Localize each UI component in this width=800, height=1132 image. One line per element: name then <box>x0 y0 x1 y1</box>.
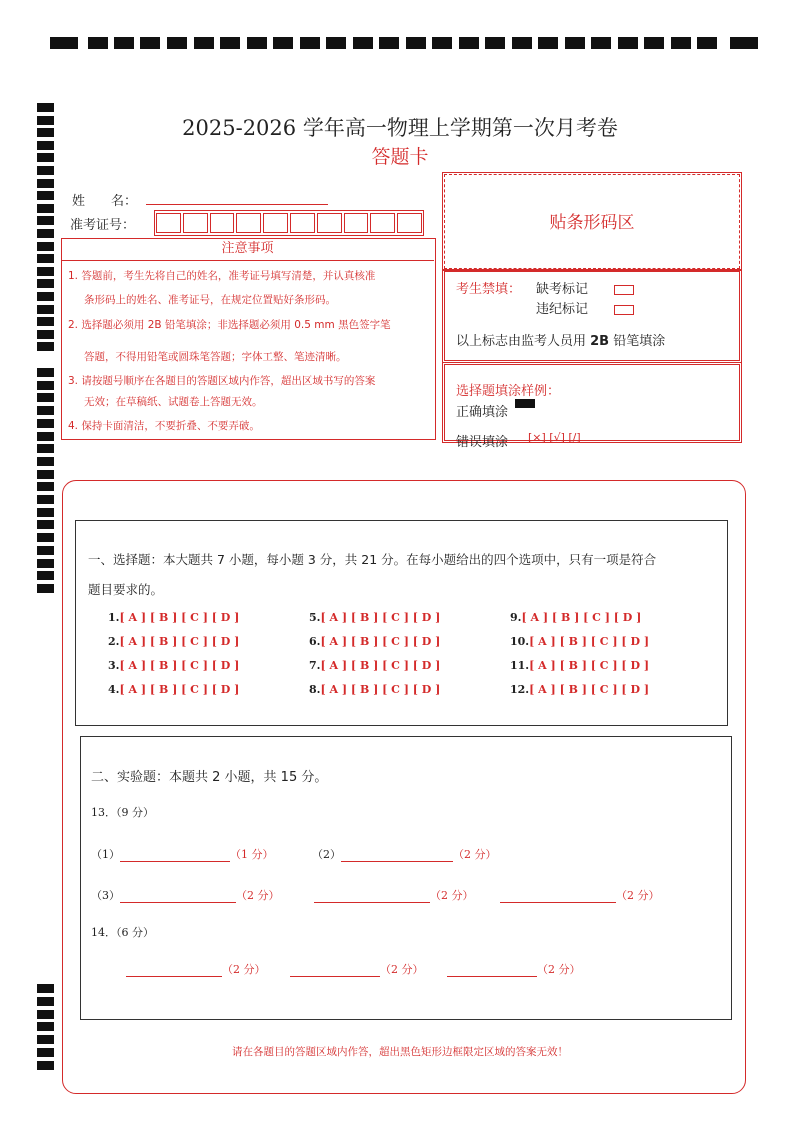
timing-mark <box>485 37 505 49</box>
notice-line-4: 答题，不得用铅笔或圆珠笔答题；字体工整、笔迹清晰。 <box>84 351 347 363</box>
timing-mark <box>37 305 54 314</box>
timing-mark <box>37 179 54 188</box>
timing-mark <box>37 204 54 213</box>
timing-mark <box>37 444 54 453</box>
question-number: 5. <box>309 611 321 624</box>
q13-part3: （3） （2 分） <box>91 889 280 902</box>
choice-options[interactable]: [ A ] [ B ] [ C ] [ D ] <box>320 659 441 672</box>
choice-question[interactable] <box>108 611 239 624</box>
choice-options[interactable]: [ A ] [ B ] [ C ] [ D ] <box>320 683 441 696</box>
timing-mark <box>37 559 54 568</box>
timing-mark <box>406 37 426 49</box>
exam-id-boxes[interactable] <box>154 210 424 236</box>
footer-note: 请在各题目的答题区域内作答，超出黑色矩形边框限定区域的答案无效！ <box>232 1046 568 1058</box>
timing-mark <box>37 432 54 441</box>
question-number: 1. <box>108 611 120 624</box>
question-number: 8. <box>309 683 321 696</box>
timing-mark <box>353 37 373 49</box>
timing-mark <box>37 317 54 326</box>
q13-part5: （2 分） <box>500 887 660 903</box>
timing-mark <box>37 508 54 517</box>
timing-mark <box>37 229 54 238</box>
timing-mark <box>37 470 54 479</box>
missing-mark-box[interactable] <box>614 285 634 295</box>
q13-answer-3[interactable] <box>120 890 236 903</box>
timing-mark <box>37 495 54 504</box>
q13-title: 13．（9 分） <box>91 806 154 819</box>
name-label: 姓 名： <box>72 194 138 209</box>
timing-mark <box>37 254 54 263</box>
timing-mark <box>167 37 187 49</box>
correct-fill-label: 正确填涂 <box>456 405 509 420</box>
top-timing-marks <box>50 37 758 51</box>
timing-mark <box>88 37 108 49</box>
timing-mark <box>379 37 399 49</box>
timing-mark <box>37 533 54 542</box>
notice-line-3: 2. 选择题必须用 2B 铅笔填涂；非选择题必须用 0.5 mm 黑色签字笔 <box>68 319 391 331</box>
q13-answer-4[interactable] <box>314 890 430 903</box>
choice-question[interactable] <box>510 635 649 648</box>
timing-mark <box>37 571 54 580</box>
timing-mark <box>194 37 214 49</box>
correct-fill-sample <box>515 399 535 408</box>
timing-mark <box>432 37 452 49</box>
timing-mark <box>37 1061 54 1070</box>
timing-mark <box>697 37 717 49</box>
question-number: 3. <box>108 659 120 672</box>
choice-options[interactable]: [ A ] [ B ] [ C ] [ D ] <box>119 659 240 672</box>
notice-title: 注意事项 <box>61 238 434 261</box>
timing-mark <box>671 37 691 49</box>
question-number: 11. <box>510 659 530 672</box>
timing-mark <box>300 37 320 49</box>
timing-mark <box>565 37 585 49</box>
timing-mark <box>37 191 54 200</box>
choice-question[interactable] <box>309 635 440 648</box>
choice-question[interactable] <box>309 683 440 696</box>
choice-question[interactable] <box>510 611 641 624</box>
q13-part4: （2 分） <box>314 887 474 903</box>
timing-mark <box>37 342 54 351</box>
timing-mark <box>37 584 54 593</box>
timing-mark <box>37 279 54 288</box>
timing-mark <box>512 37 532 49</box>
page-title: 2025-2026 学年高一物理上学期第一次月考卷 <box>182 116 618 140</box>
section1-intro-line1: 一、选择题：本大题共 7 小题，每小题 3 分，共 21 分。在每小题给出的四个选项中，只有一项是符合 <box>88 552 657 567</box>
section2-intro: 二、实验题：本题共 2 小题，共 15 分。 <box>91 770 328 785</box>
notice-line-6: 无效；在草稿纸、试题卷上答题无效。 <box>84 396 263 408</box>
timing-mark <box>37 984 54 993</box>
section1-intro-line2: 题目要求的。 <box>88 582 164 597</box>
wrong-fill-label: 错误填涂 <box>456 435 509 450</box>
timing-mark <box>37 267 54 276</box>
wrong-fill-samples: [×] [√] [/] <box>528 431 581 444</box>
question-number: 2. <box>108 635 120 648</box>
sample-title: 选择题填涂样例： <box>456 384 561 399</box>
choice-options[interactable]: [ A ] [ B ] [ C ] [ D ] <box>119 635 240 648</box>
violation-label: 违纪标记 <box>536 302 589 317</box>
question-number: 10. <box>510 635 530 648</box>
question-number: 6. <box>309 635 321 648</box>
timing-mark <box>459 37 479 49</box>
choice-question[interactable] <box>510 659 649 672</box>
timing-mark <box>114 37 134 49</box>
choice-options[interactable]: [ A ] [ B ] [ C ] [ D ] <box>529 683 650 696</box>
timing-mark <box>37 482 54 491</box>
choice-options[interactable]: [ A ] [ B ] [ C ] [ D ] <box>119 611 240 624</box>
choice-options[interactable]: [ A ] [ B ] [ C ] [ D ] <box>320 611 441 624</box>
choice-question[interactable] <box>108 659 239 672</box>
timing-mark <box>37 292 54 301</box>
q14-answer-2[interactable] <box>290 964 380 977</box>
q13-answer-2[interactable] <box>341 849 453 862</box>
choice-question[interactable] <box>309 659 440 672</box>
q13-part1: （1） （1 分） <box>91 848 274 861</box>
timing-mark <box>37 1022 54 1031</box>
timing-mark <box>37 103 54 112</box>
question-number: 4. <box>108 683 120 696</box>
timing-mark <box>37 381 54 390</box>
q14-answer-1[interactable] <box>126 964 222 977</box>
timing-mark <box>730 37 758 49</box>
notice-line-1: 1. 答题前，考生先将自己的姓名，准考证号填写清楚，并认真核准 <box>68 270 376 282</box>
question-number: 7. <box>309 659 321 672</box>
timing-mark <box>37 216 54 225</box>
timing-mark <box>538 37 558 49</box>
timing-mark <box>37 393 54 402</box>
violation-mark-box[interactable] <box>614 305 634 315</box>
page-subtitle: 答题卡 <box>371 146 429 168</box>
timing-mark <box>644 37 664 49</box>
q14-answer-3[interactable] <box>447 964 537 977</box>
name-field[interactable] <box>146 204 328 205</box>
timing-mark <box>37 406 54 415</box>
timing-mark <box>37 997 54 1006</box>
timing-mark <box>37 546 54 555</box>
q14-part2: （2 分） <box>290 961 424 977</box>
barcode-label: 贴条形码区 <box>549 213 635 233</box>
q14-title: 14．（6 分） <box>91 926 154 939</box>
timing-mark <box>618 37 638 49</box>
timing-mark <box>140 37 160 49</box>
notice-line-2: 条形码上的姓名、准考证号，在规定位置贴好条形码。 <box>84 294 336 306</box>
q13-answer-5[interactable] <box>500 890 616 903</box>
absent-label: 考生禁填： <box>456 282 522 297</box>
q14-part1: （2 分） <box>126 961 266 977</box>
notice-line-7: 4. 保持卡面清洁，不要折叠、不要弄破。 <box>68 420 260 432</box>
choice-options[interactable]: [ A ] [ B ] [ C ] [ D ] <box>119 683 240 696</box>
q13-part2: （2） （2 分） <box>312 848 497 861</box>
timing-mark <box>50 37 78 49</box>
choice-question[interactable] <box>108 683 239 696</box>
exam-id-label: 准考证号： <box>70 218 136 233</box>
timing-mark <box>37 368 54 377</box>
question-number: 9. <box>510 611 522 624</box>
timing-mark <box>37 330 54 339</box>
timing-mark <box>326 37 346 49</box>
choice-question[interactable] <box>108 635 239 648</box>
choice-question[interactable] <box>510 683 649 696</box>
choice-options[interactable]: [ A ] [ B ] [ C ] [ D ] <box>521 611 642 624</box>
choice-options[interactable]: [ A ] [ B ] [ C ] [ D ] <box>529 659 650 672</box>
timing-mark <box>247 37 267 49</box>
choice-options[interactable]: [ A ] [ B ] [ C ] [ D ] <box>529 635 650 648</box>
timing-mark <box>37 520 54 529</box>
timing-mark <box>37 1035 54 1044</box>
timing-mark <box>37 242 54 251</box>
q13-answer-1[interactable] <box>120 849 230 862</box>
timing-mark <box>220 37 240 49</box>
choice-question[interactable] <box>309 611 440 624</box>
choice-options[interactable]: [ A ] [ B ] [ C ] [ D ] <box>320 635 441 648</box>
timing-mark <box>37 457 54 466</box>
question-number: 12. <box>510 683 530 696</box>
timing-mark <box>273 37 293 49</box>
timing-mark <box>37 419 54 428</box>
q14-part3: （2 分） <box>447 961 581 977</box>
notice-line-5: 3. 请按题号顺序在各题目的答题区域内作答，超出区域书写的答案 <box>68 375 376 387</box>
timing-mark <box>37 1010 54 1019</box>
absent-note: 以上标志由监考人员用 2B 铅笔填涂 <box>456 334 666 349</box>
timing-mark <box>591 37 611 49</box>
missing-label: 缺考标记 <box>536 282 589 297</box>
